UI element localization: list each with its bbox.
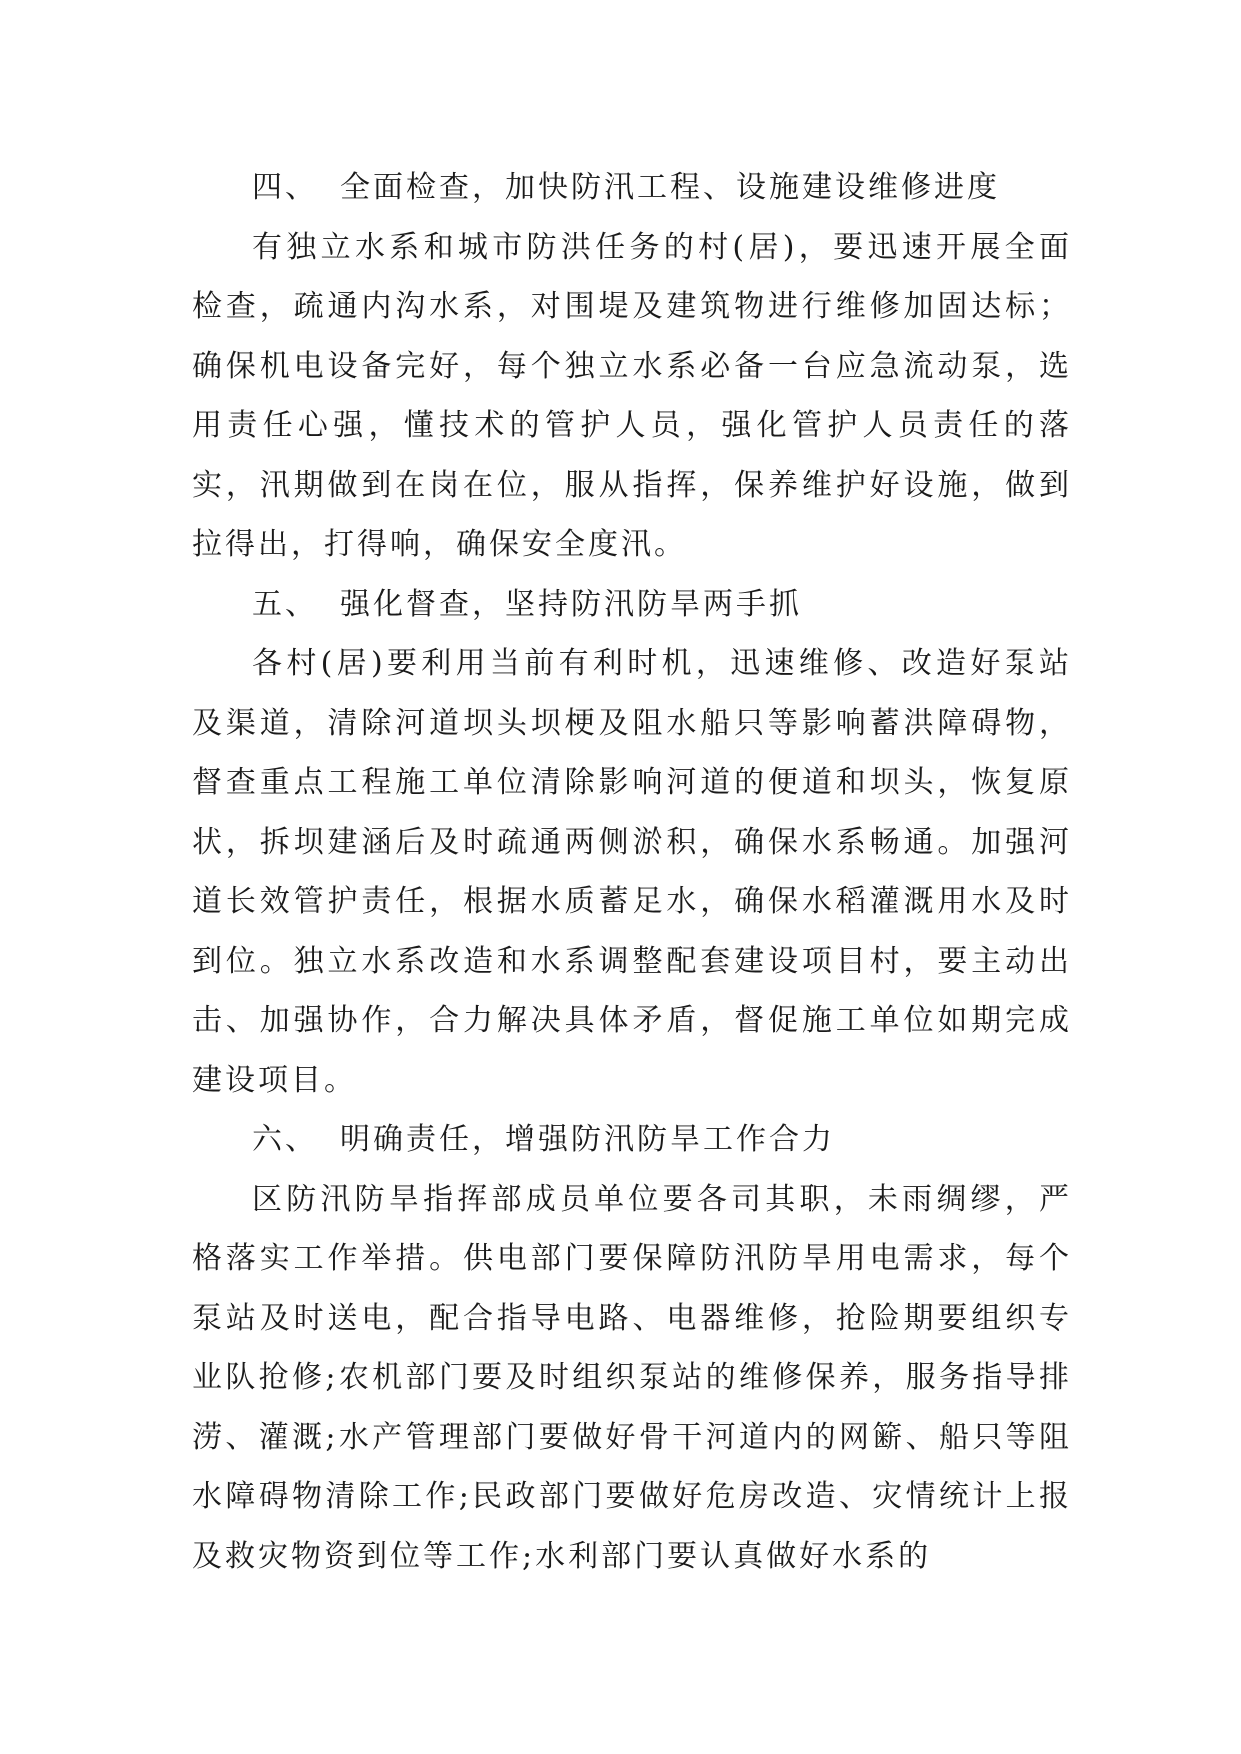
document-page	[192, 158, 1072, 1586]
section-title: 全面检查，加快防汛工程、设施建设维修进度	[340, 170, 1000, 205]
section-number: 四、	[252, 170, 318, 205]
section-body-4: 有独立水系和城市防洪任务的村(居)，要迅速开展全面检查，疏通内沟水系，对围堤及建筑物进行维修加固达标；确保机电设备完好，每个独立水系必备一台应急流动泵，选用责任心强，懂技术的管护人员，强化管护人员责任的落实，汛期做到在岗在位，服从指挥，保养维护好设施，做到拉得出，打得响，确保安全度汛。	[192, 229, 1072, 562]
section-heading-5	[192, 575, 1072, 635]
section-heading-4	[192, 158, 1072, 218]
section-title: 明确责任，增强防汛防旱工作合力	[340, 1122, 835, 1157]
section-number: 六、	[252, 1122, 318, 1157]
section-title: 强化督查，坚持防汛防旱两手抓	[340, 586, 802, 622]
section-number: 五、	[252, 586, 318, 622]
section-body-5: 各村(居)要利用当前有利时机，迅速维修、改造好泵站及渠道，清除河道坝头坝梗及阻水船只等影响蓄洪障碍物，督查重点工程施工单位清除影响河道的便道和坝头，恢复原状，拆坝建涵后及时疏通两侧淤积，确保水系畅通。加强河道长效管护责任，根据水质蓄足水，确保水稻灌溉用水及时到位。独立水系改造和水系调整配套建设项目村，要主动出击、加强协作，合力解决具体矛盾，督促施工单位如期完成建设项目。	[192, 646, 1072, 1098]
section-body-6: 区防汛防旱指挥部成员单位要各司其职，未雨绸缪，严格落实工作举措。供电部门要保障防汛防旱用电需求，每个泵站及时送电，配合指导电路、电器维修，抢险期要组织专业队抢修;农机部门要及时组织泵站的维修保养，服务指导排涝、灌溉;水产管理部门要做好骨干河道内的网簖、船只等阻水障碍物清除工作;民政部门要做好危房改造、灾情统计上报及救灾物资到位等工作;水利部门要认真做好水系的	[192, 1181, 1072, 1574]
section-heading-6	[192, 1110, 1072, 1170]
